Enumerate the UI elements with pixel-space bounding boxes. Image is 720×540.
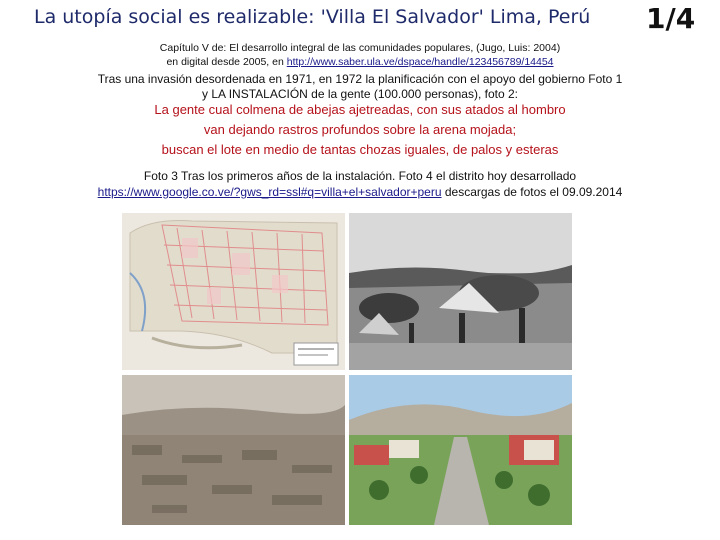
intro-line-1: Tras una invasión desordenada en 1971, en 1972 la planificación con el apoyo del gobierno Foto 1: [97, 72, 623, 86]
caption-line-1: Foto 3 Tras los primeros años de la instalación. Foto 4 el distrito hoy desarrollado: [143, 169, 577, 183]
poem-line-3: buscan el lote en medio de tantas chozas iguales, de palos y esteras: [161, 142, 559, 157]
citation-line-2: [40, 56, 680, 69]
citation-link[interactable]: http://www.saber.ula.ve/dspace/handle/123456789/14454: [286, 56, 554, 68]
citation-prefix: en digital desde 2005, en: [166, 56, 287, 68]
early-years-aerial-photo: [122, 375, 345, 525]
poem-line-2: van dejando rastros profundos sobre la arena mojada;: [203, 122, 517, 137]
intro-line-2: y LA INSTALACIÓN de la gente (100.000 personas), foto 2:: [202, 87, 518, 101]
citation-line-1: Capítulo V de: El desarrollo integral de las comunidades populares, (Jugo, Luis: 2004): [159, 42, 561, 54]
caption-suffix: descargas de fotos el 09.09.2014: [441, 185, 623, 199]
slide-title: La utopía social es realizable: 'Villa El Salvador' Lima, Perú: [34, 6, 591, 28]
settlement-photo-image: [349, 213, 572, 370]
poem-line-1: La gente cual colmena de abejas ajetreadas, con sus atados al hombro: [154, 102, 566, 117]
photo-source-link[interactable]: https://www.google.co.ve/?gws_rd=ssl#q=villa+el+salvador+peru: [97, 185, 442, 199]
developed-district-photo: [349, 375, 572, 525]
planning-map-image: [122, 213, 345, 370]
caption-line-2: [40, 184, 680, 200]
page-indicator: 1/4: [646, 2, 696, 35]
